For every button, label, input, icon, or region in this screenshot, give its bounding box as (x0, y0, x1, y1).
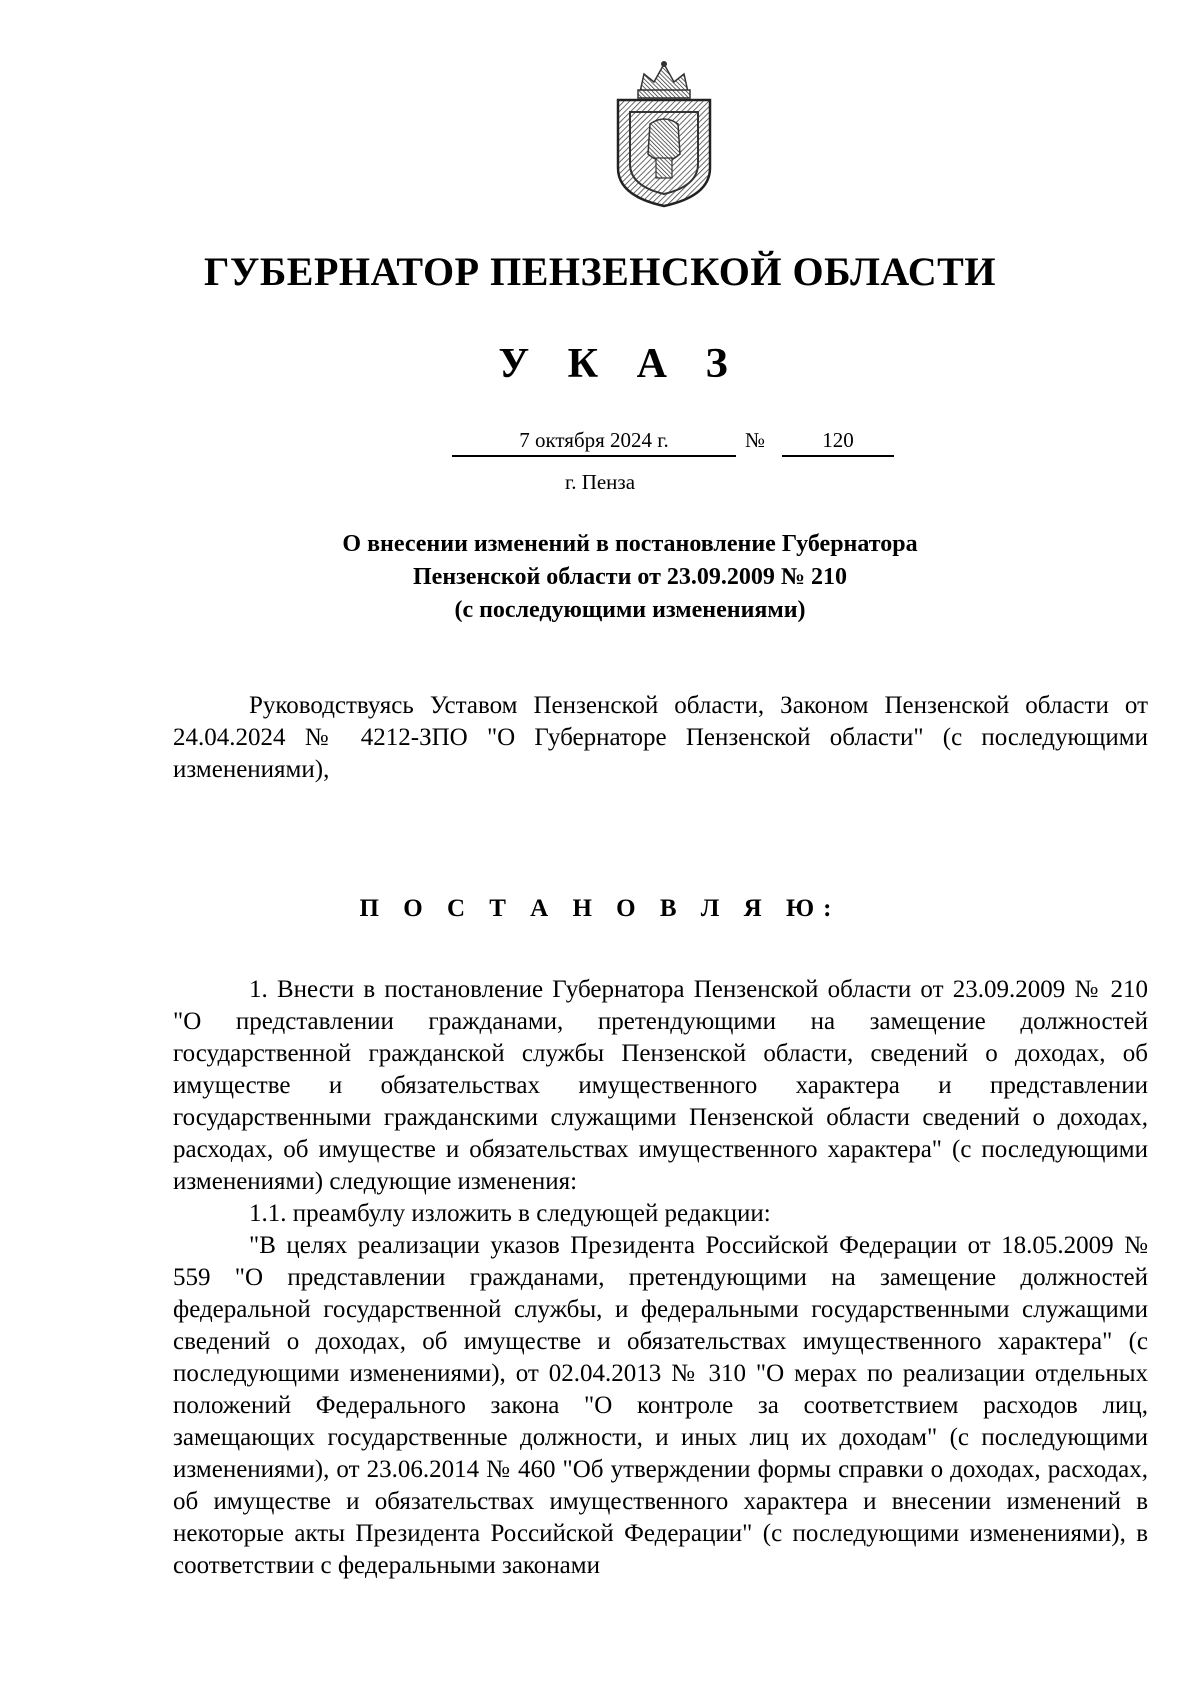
document-title (200, 528, 1060, 627)
document-type: У К А З (498, 341, 742, 387)
decree-items (173, 974, 1148, 1582)
issue-city: г. Пенза (564, 470, 636, 494)
quoted-preamble-paragraph: "В целях реализации указов Президента Российской Федерации от 18.05.2009 № 559 "О представлении гражданами, претендующими на замещение должностей федеральной государственной службы, и федеральными государственными служащими сведений о доходах, об имуществе и обязательствах имущественного характера" (с последующими изменениями), от 02.04.2013 № 310 "О мерах по реализации отдельных положений Федерального закона "О контроле за соответствием расходов лиц, замещающих государственные должности, и иных лиц их доходам" (с последующими изменениями), от 23.06.2014 № 460 "Об утверждении формы справки о доходах, расходах, об имуществе и обязательствах имущественного характера и внесении изменений в некоторые акты Президента Российской Федерации" (с последующими изменениями), в соответствии с федеральными законами (173, 1232, 1148, 1579)
issuing-authority: ГУБЕРНАТОР ПЕНЗЕНСКОЙ ОБЛАСТИ (204, 249, 996, 294)
title-line-3: (с последующими изменениями) (454, 597, 806, 623)
document-date: 7 октября 2024 г. (452, 428, 736, 457)
preamble-paragraph: Руководствуясь Уставом Пензенской области, Законом Пензенской области от 24.04.2024 № 4212-ЗПО "О Губернаторе Пензенской области" (с последующими изменениями), (173, 692, 1148, 783)
coat-of-arms-emblem (610, 58, 718, 208)
number-sign: № (745, 428, 766, 452)
item-1-paragraph: 1. Внести в постановление Губернатора Пензенской области от 23.09.2009 № 210 "О представлении гражданами, претендующими на замещение должностей государственной гражданской службы Пензенской области, сведений о доходах, об имуществе и обязательствах имущественного характера и представлении государственными гражданскими служащими Пензенской области сведений о доходах, расходах, об имуществе и обязательствах имущественного характера" (с последующими изменениями) следующие изменения: (173, 976, 1148, 1195)
title-line-2: Пензенской области от 23.09.2009 № 210 (413, 564, 847, 590)
preamble-block (173, 690, 1148, 786)
document-number: 120 (782, 428, 894, 457)
title-line-1: О внесении изменений в постановление Губернатора (342, 531, 918, 557)
item-1-1-paragraph: 1.1. преамбулу изложить в следующей редакции: (249, 1200, 771, 1227)
decree-word: П О С Т А Н О В Л Я Ю: (359, 895, 841, 922)
